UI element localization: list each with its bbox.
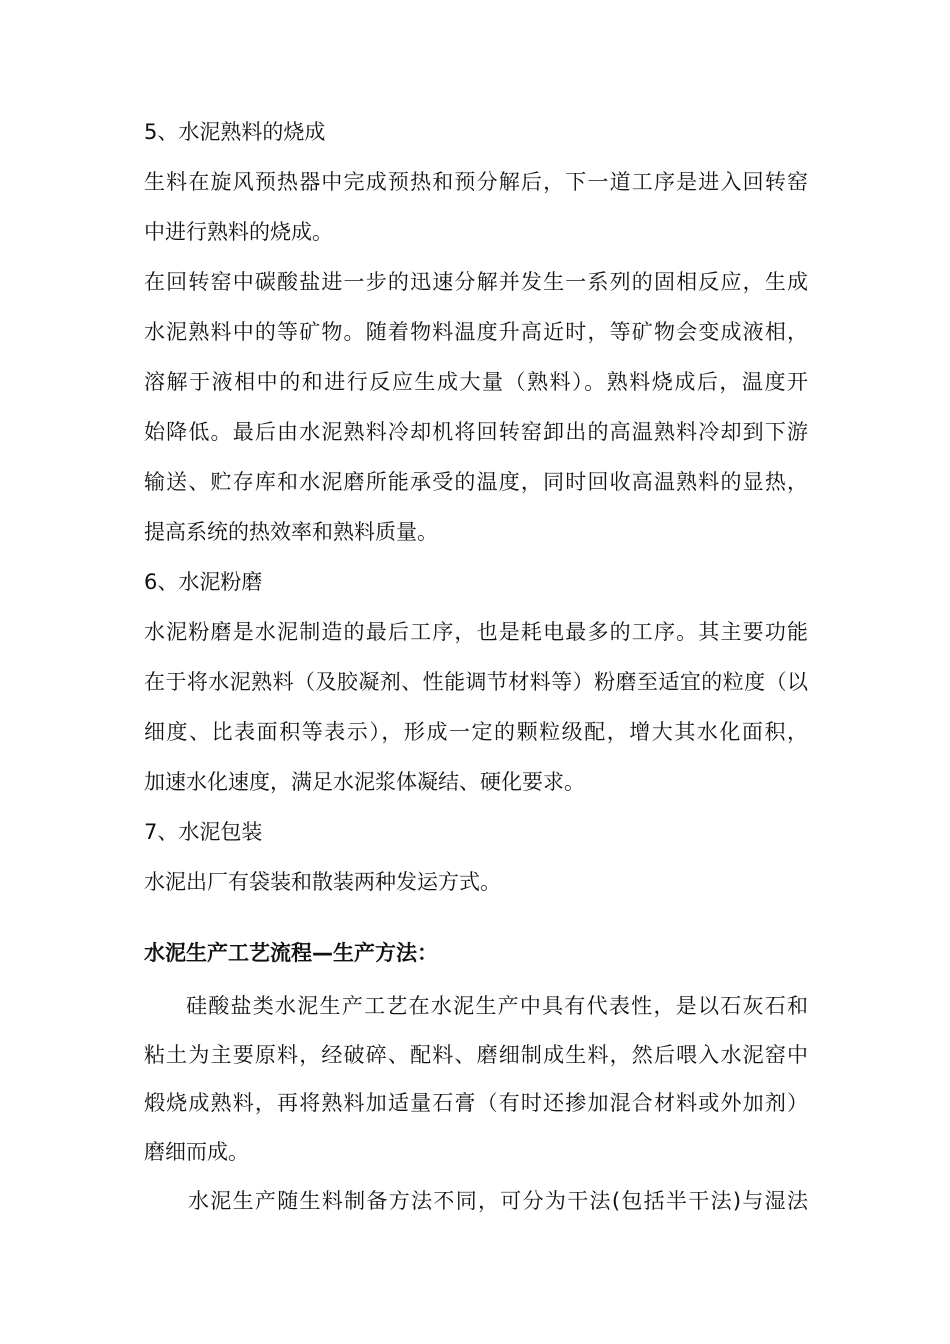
paragraph-line: 加速水化速度，满足水泥浆体凝结、硬化要求。 [144,770,585,794]
paragraph-line: 提高系统的热效率和熟料质量。 [144,520,438,544]
section-7-heading: 7、水泥包装 [144,820,263,844]
paragraph-line: 煅烧成熟料，再将熟料加适量石膏（有时还掺加混合材料或外加剂） [144,1091,808,1115]
production-method-heading: 水泥生产工艺流程—生产方法： [144,941,438,965]
paragraph-line: 水泥粉磨是水泥制造的最后工序，也是耗电最多的工序。其主要功能 [144,620,808,644]
paragraph-line: 输送、贮存库和水泥磨所能承受的温度，同时回收高温熟料的显热， [144,470,808,494]
paragraph-line: 水泥熟料中的等矿物。随着物料温度升高近时，等矿物会变成液相， [144,320,808,344]
paragraph-line: 始降低。最后由水泥熟料冷却机将回转窑卸出的高温熟料冷却到下游 [144,420,808,444]
paragraph-line: 在于将水泥熟料（及胶凝剂、性能调节材料等）粉磨至适宜的粒度（以 [144,670,808,694]
paragraph-line: 粘土为主要原料，经破碎、配料、磨细制成生料，然后喂入水泥窑中 [144,1043,808,1067]
paragraph-line: 中进行熟料的烧成。 [144,220,333,244]
paragraph-line: 水泥生产随生料制备方法不同，可分为干法(包括半干法)与湿法 [188,1189,808,1213]
paragraph-line: 细度、比表面积等表示），形成一定的颗粒级配，增大其水化面积， [144,720,808,744]
section-6-heading: 6、水泥粉磨 [144,570,263,594]
section-5-heading: 5、水泥熟料的烧成 [144,120,326,144]
paragraph-line: 水泥出厂有袋装和散装两种发运方式。 [144,870,501,894]
paragraph-line: 磨细而成。 [144,1140,249,1164]
paragraph-line: 硅酸盐类水泥生产工艺在水泥生产中具有代表性，是以石灰石和 [186,994,808,1018]
paragraph-line: 生料在旋风预热器中完成预热和预分解后，下一道工序是进入回转窑 [144,170,808,194]
paragraph-line: 溶解于液相中的和进行反应生成大量（熟料）。熟料烧成后，温度开 [144,370,808,394]
paragraph-line: 在回转窑中碳酸盐进一步的迅速分解并发生一系列的固相反应，生成 [144,270,808,294]
